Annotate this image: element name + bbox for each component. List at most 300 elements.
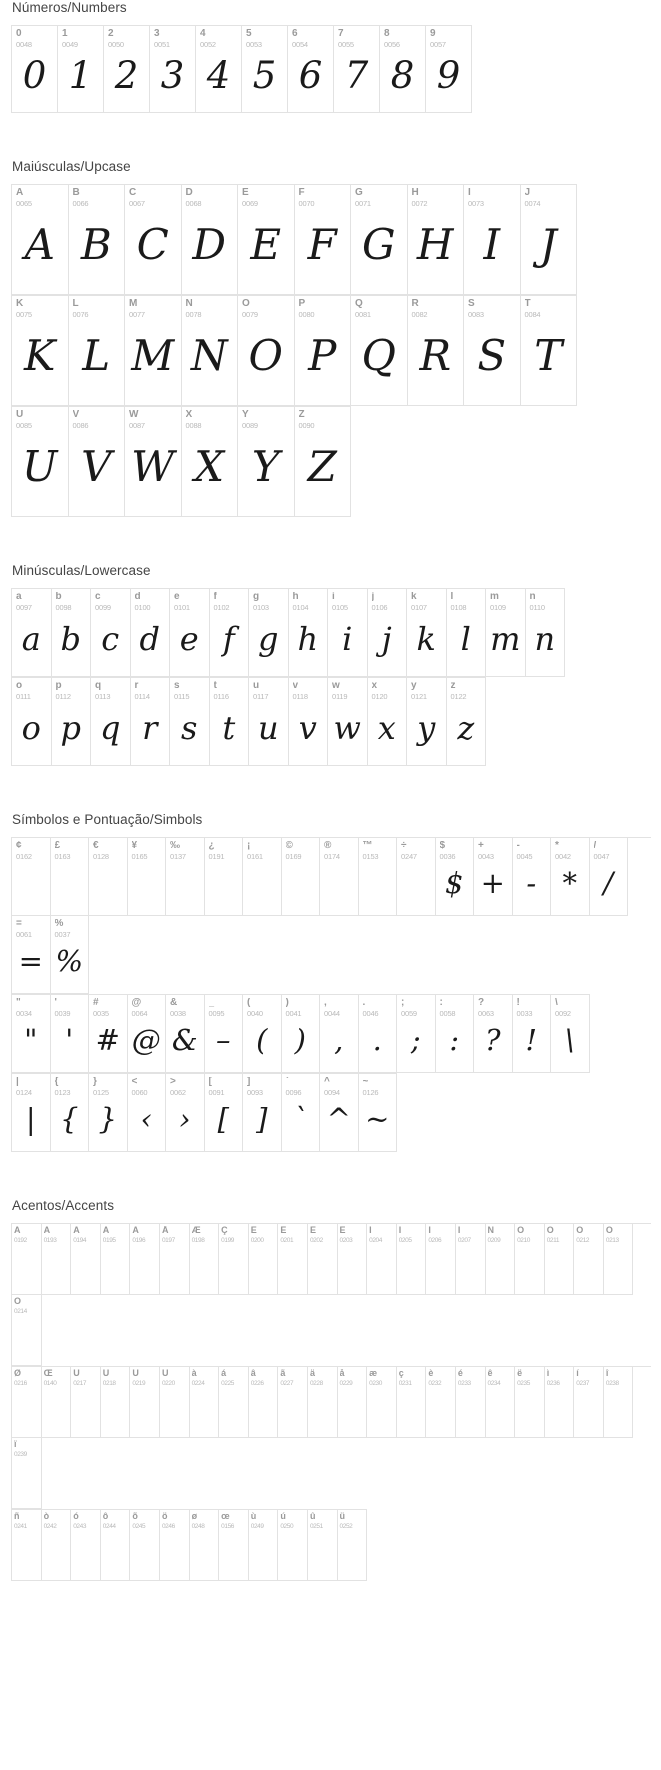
glyph-code-label: 0191: [208, 852, 225, 861]
glyph-cell[interactable]: [12, 1438, 42, 1509]
glyph-meta: [238, 185, 294, 208]
glyph-meta: [521, 296, 577, 319]
glyph-char-label: N: [185, 299, 193, 309]
glyph-code-label: 0061: [16, 930, 32, 939]
glyph-meta: [426, 26, 471, 49]
glyph-code-label: 0078: [185, 310, 202, 319]
glyph-cell[interactable]: [42, 1224, 72, 1295]
glyph-cell[interactable]: [397, 838, 436, 916]
glyph-preview: [515, 1388, 544, 1437]
glyph-cell[interactable]: [545, 1367, 575, 1438]
glyph-meta: [190, 1367, 219, 1388]
glyph-preview: [604, 1245, 633, 1294]
glyph-meta: [408, 185, 464, 208]
glyph-cell[interactable]: [160, 1224, 190, 1295]
glyph-meta: [295, 296, 351, 319]
glyph-cell[interactable]: [69, 185, 126, 295]
glyph-meta: [182, 407, 238, 430]
glyph-preview: \: [564, 1023, 575, 1058]
glyph-cell[interactable]: [12, 185, 69, 295]
glyph-cell[interactable]: [130, 1510, 160, 1581]
glyph-code-label: 0203: [339, 1237, 353, 1244]
glyph-cell[interactable]: [182, 296, 239, 406]
glyph-char-label: G: [355, 188, 363, 198]
glyph-cell[interactable]: [249, 1367, 279, 1438]
glyph-code-label: 0207: [457, 1237, 471, 1244]
glyph-char-label: .: [362, 998, 366, 1008]
glyph-cell[interactable]: [69, 296, 126, 406]
glyph-char-label: à: [191, 1369, 197, 1378]
glyph-preview: =: [18, 944, 43, 979]
glyph-cell[interactable]: [89, 1074, 128, 1152]
glyph-cell[interactable]: [545, 1224, 575, 1295]
glyph-preview: [249, 1388, 278, 1437]
glyph-cell[interactable]: [166, 995, 205, 1073]
glyph-char-label: M: [129, 299, 138, 309]
glyph-cell[interactable]: [380, 26, 426, 113]
glyph-char-label: ¥: [131, 841, 138, 851]
glyph-row: [11, 295, 577, 406]
glyph-cell[interactable]: [289, 589, 329, 677]
glyph-cell[interactable]: [170, 678, 210, 766]
glyph-meta: [89, 838, 127, 861]
glyph-preview: 9: [436, 53, 461, 97]
glyph-meta: [295, 185, 351, 208]
glyph-char-label: e: [174, 592, 180, 602]
glyph-cell[interactable]: [367, 1367, 397, 1438]
glyph-cell[interactable]: [408, 185, 465, 295]
glyph-cell[interactable]: [338, 1224, 368, 1295]
glyph-char-label: T: [524, 299, 531, 309]
glyph-cell[interactable]: [58, 26, 104, 113]
glyph-char-label: ^: [324, 1077, 330, 1087]
glyph-cell[interactable]: [12, 296, 69, 406]
glyph-cell[interactable]: [408, 296, 465, 406]
glyph-cell[interactable]: [243, 838, 282, 916]
glyph-cell[interactable]: [190, 1510, 220, 1581]
glyph-meta: [249, 1510, 278, 1531]
glyph-cell[interactable]: [282, 838, 321, 916]
glyph-preview: O: [248, 330, 283, 380]
glyph-cell[interactable]: [219, 1367, 249, 1438]
glyph-preview: 2: [114, 53, 139, 97]
glyph-cell[interactable]: [51, 995, 90, 1073]
glyph-preview: i: [342, 619, 353, 658]
glyph-preview: +: [480, 866, 505, 901]
glyph-cell[interactable]: [130, 1224, 160, 1295]
glyph-cell[interactable]: [320, 838, 359, 916]
glyph-cell[interactable]: [551, 838, 590, 916]
glyph-cell[interactable]: [160, 1510, 190, 1581]
glyph-cell[interactable]: [210, 589, 250, 677]
glyph-cell[interactable]: [574, 1367, 604, 1438]
glyph-cell[interactable]: [436, 838, 475, 916]
glyph-meta: [69, 407, 125, 430]
glyph-cell[interactable]: [125, 296, 182, 406]
glyph-preview: [486, 1388, 515, 1437]
glyph-code-label: 0192: [14, 1237, 27, 1244]
glyph-cell[interactable]: [12, 407, 69, 517]
glyph-meta: [12, 995, 50, 1018]
glyph-cell[interactable]: [196, 26, 242, 113]
glyph-cell[interactable]: [436, 995, 475, 1073]
glyph-cell[interactable]: [513, 838, 552, 916]
glyph-cell[interactable]: [91, 678, 131, 766]
glyph-preview: g: [258, 619, 279, 658]
glyph-cell[interactable]: [288, 26, 334, 113]
glyph-preview: G: [361, 219, 396, 269]
glyph-cell[interactable]: [190, 1367, 220, 1438]
glyph-meta: [91, 678, 130, 701]
glyph-code-label: 0163: [54, 852, 71, 861]
glyph-cell[interactable]: [521, 296, 578, 406]
glyph-cell[interactable]: [219, 1224, 249, 1295]
glyph-preview: :: [449, 1023, 460, 1058]
glyph-cell[interactable]: [91, 589, 131, 677]
glyph-char-label: {: [54, 1077, 59, 1087]
glyph-cell[interactable]: [359, 995, 398, 1073]
glyph-char-label: ™: [362, 841, 373, 851]
glyph-cell[interactable]: [238, 407, 295, 517]
glyph-cell[interactable]: [426, 26, 472, 113]
glyph-preview: [456, 1388, 485, 1437]
glyph-char-label: ã: [280, 1369, 286, 1378]
glyph-preview: [397, 861, 435, 915]
glyph-cell[interactable]: [160, 1367, 190, 1438]
glyph-cell[interactable]: [242, 26, 288, 113]
glyph-cell[interactable]: [521, 185, 578, 295]
glyph-code-label: 0217: [73, 1380, 87, 1387]
glyph-char-label: Ú: [102, 1369, 110, 1378]
glyph-char-label: F: [298, 188, 305, 198]
glyph-cell[interactable]: [12, 589, 52, 677]
glyph-cell[interactable]: [515, 1367, 545, 1438]
glyph-cell[interactable]: [101, 1224, 131, 1295]
glyph-cell[interactable]: [131, 678, 171, 766]
glyph-cell[interactable]: [397, 1367, 427, 1438]
glyph-preview: [71, 1388, 100, 1437]
glyph-preview: [243, 861, 281, 915]
glyph-code-label: 0063: [478, 1009, 494, 1018]
glyph-cell[interactable]: [52, 589, 92, 677]
glyph-cell[interactable]: [51, 838, 90, 916]
glyph-cell[interactable]: [12, 1367, 42, 1438]
glyph-cell[interactable]: [282, 995, 321, 1073]
glyph-code-label: 0214: [14, 1308, 27, 1315]
glyph-char-label: /: [593, 841, 597, 851]
glyph-cell[interactable]: [170, 589, 210, 677]
glyph-preview: ^: [326, 1102, 351, 1137]
glyph-cell[interactable]: [243, 995, 282, 1073]
glyph-code-label: 0086: [72, 421, 89, 430]
glyph-char-label: %: [54, 919, 64, 929]
glyph-cell[interactable]: [513, 995, 552, 1073]
glyph-meta: [486, 1367, 515, 1388]
glyph-meta: [12, 1074, 50, 1097]
glyph-cell[interactable]: [486, 1367, 516, 1438]
glyph-cell[interactable]: [320, 995, 359, 1073]
glyph-cell[interactable]: [125, 185, 182, 295]
glyph-cell[interactable]: [12, 1510, 42, 1581]
glyph-meta: [456, 1367, 485, 1388]
glyph-cell[interactable]: [238, 296, 295, 406]
glyph-char-label: q: [95, 681, 102, 691]
glyph-cell[interactable]: [12, 916, 51, 994]
glyph-cell[interactable]: [150, 26, 196, 113]
glyph-cell[interactable]: [526, 589, 566, 677]
glyph-char-label: A: [16, 188, 24, 198]
glyph-code-label: 0110: [529, 603, 545, 612]
glyph-cell[interactable]: [295, 296, 352, 406]
glyph-cell[interactable]: [289, 678, 329, 766]
glyph-preview: &: [171, 1023, 198, 1058]
glyph-cell[interactable]: [308, 1224, 338, 1295]
glyph-cell[interactable]: [447, 678, 487, 766]
glyph-char-label: Ñ: [487, 1226, 494, 1235]
glyph-cell[interactable]: [51, 1074, 90, 1152]
glyph-code-label: 0228: [309, 1380, 323, 1387]
glyph-code-label: 0085: [16, 421, 32, 430]
glyph-cell[interactable]: [359, 838, 398, 916]
glyph-code-label: 0216: [14, 1380, 27, 1387]
glyph-code-label: 0232: [428, 1380, 442, 1387]
glyph-meta: [545, 1224, 574, 1245]
glyph-cell[interactable]: [368, 589, 408, 677]
glyph-cell[interactable]: [397, 995, 436, 1073]
glyph-cell[interactable]: [12, 678, 52, 766]
glyph-preview: [397, 1388, 426, 1437]
glyph-meta: [249, 1224, 278, 1245]
glyph-cell[interactable]: [320, 1074, 359, 1152]
glyph-preview: [545, 1245, 574, 1294]
glyph-char-label: 8: [384, 29, 390, 39]
glyph-code-label: 0220: [161, 1380, 175, 1387]
glyph-cell[interactable]: [42, 1510, 72, 1581]
glyph-preview: [160, 1245, 189, 1294]
glyph-cell[interactable]: [426, 1367, 456, 1438]
glyph-meta: [513, 995, 551, 1018]
glyph-code-label: 0119: [332, 692, 348, 701]
glyph-cell[interactable]: [182, 407, 239, 517]
glyph-cell[interactable]: [368, 678, 408, 766]
glyph-cell[interactable]: [243, 1074, 282, 1152]
glyph-preview: [320, 861, 358, 915]
glyph-meta: [51, 1074, 89, 1097]
glyph-cell[interactable]: [278, 1510, 308, 1581]
glyph-meta: [368, 678, 407, 701]
glyph-cell[interactable]: [551, 995, 590, 1073]
glyph-cell[interactable]: [474, 838, 513, 916]
glyph-code-label: 0080: [298, 310, 315, 319]
glyph-cell[interactable]: [89, 995, 128, 1073]
glyph-cell[interactable]: [464, 296, 521, 406]
glyph-code-label: 0082: [411, 310, 428, 319]
glyph-cell[interactable]: [456, 1367, 486, 1438]
glyph-row: [11, 184, 577, 295]
glyph-preview: D: [192, 219, 227, 269]
glyph-cell[interactable]: [128, 838, 167, 916]
glyph-cell[interactable]: [474, 995, 513, 1073]
glyph-cell[interactable]: [426, 1224, 456, 1295]
glyph-cell[interactable]: [12, 995, 51, 1073]
glyph-cell[interactable]: [328, 589, 368, 677]
glyph-cell[interactable]: [128, 995, 167, 1073]
glyph-cell[interactable]: [128, 1074, 167, 1152]
glyph-cell[interactable]: [351, 296, 408, 406]
glyph-preview: [51, 861, 89, 915]
glyph-cell[interactable]: [205, 1074, 244, 1152]
glyph-cell[interactable]: [71, 1510, 101, 1581]
glyph-cell[interactable]: [238, 185, 295, 295]
glyph-code-label: 0226: [250, 1380, 264, 1387]
glyph-char-label: P: [298, 299, 306, 309]
glyph-char-label: s: [174, 681, 180, 691]
glyph-cell[interactable]: [101, 1510, 131, 1581]
glyph-code-label: 0156: [221, 1523, 235, 1530]
glyph-cell[interactable]: [71, 1224, 101, 1295]
glyph-cell[interactable]: [486, 1224, 516, 1295]
glyph-cell[interactable]: [308, 1510, 338, 1581]
glyph-cell[interactable]: [351, 185, 408, 295]
glyph-code-label: 0241: [14, 1523, 27, 1530]
glyph-preview: R: [419, 330, 452, 380]
glyph-code-label: 0211: [546, 1237, 560, 1244]
glyph-code-label: 0049: [62, 40, 78, 49]
glyph-cell[interactable]: [308, 1367, 338, 1438]
glyph-row: [11, 1223, 651, 1366]
glyph-meta: [166, 838, 204, 861]
glyph-cell[interactable]: [101, 1367, 131, 1438]
glyph-cell[interactable]: [278, 1224, 308, 1295]
glyph-cell[interactable]: [190, 1224, 220, 1295]
glyph-cell[interactable]: [42, 1367, 72, 1438]
glyph-cell[interactable]: [249, 678, 289, 766]
glyph-cell[interactable]: [574, 1224, 604, 1295]
glyph-cell[interactable]: [515, 1224, 545, 1295]
glyph-char-label: Ì: [369, 1226, 372, 1235]
glyph-preview: (: [256, 1023, 268, 1058]
glyph-preview: [101, 1388, 130, 1437]
glyph-char-label: Ê: [309, 1226, 316, 1235]
glyph-cell[interactable]: [359, 1074, 398, 1152]
glyph-cell[interactable]: [12, 1295, 42, 1366]
glyph-cell[interactable]: [210, 678, 250, 766]
glyph-cell[interactable]: [328, 678, 368, 766]
glyph-meta: [205, 995, 243, 1018]
glyph-cell[interactable]: [219, 1510, 249, 1581]
glyph-cell[interactable]: [295, 407, 352, 517]
glyph-char-label: _: [208, 998, 215, 1008]
glyph-cell[interactable]: [71, 1367, 101, 1438]
glyph-cell[interactable]: [104, 26, 150, 113]
glyph-cell[interactable]: [295, 185, 352, 295]
glyph-cell[interactable]: [12, 1074, 51, 1152]
glyph-meta: [128, 995, 166, 1018]
glyph-cell[interactable]: [89, 838, 128, 916]
glyph-cell[interactable]: [278, 1367, 308, 1438]
glyph-cell[interactable]: [604, 1367, 634, 1438]
glyph-cell[interactable]: [338, 1367, 368, 1438]
section-numbers: [0, 0, 661, 113]
glyph-char-label: Ø: [14, 1369, 22, 1378]
glyph-char-label: ?: [478, 998, 485, 1008]
glyph-cell[interactable]: [182, 185, 239, 295]
glyph-cell[interactable]: [166, 1074, 205, 1152]
glyph-char-label: ò: [43, 1512, 50, 1521]
glyph-code-label: 0210: [517, 1237, 530, 1244]
glyph-meta: [243, 838, 281, 861]
section-symbols: [0, 792, 661, 1152]
glyph-code-label: 0218: [102, 1380, 116, 1387]
glyph-code-label: 0233: [457, 1380, 471, 1387]
glyph-cell[interactable]: [407, 589, 447, 677]
glyph-preview: [89, 861, 127, 915]
glyph-preview: [42, 1388, 71, 1437]
glyph-cell[interactable]: [166, 838, 205, 916]
glyph-meta: [242, 26, 287, 49]
glyph-cell[interactable]: [52, 678, 92, 766]
glyph-char-label: Ü: [161, 1369, 169, 1378]
glyph-code-label: 0120: [371, 692, 388, 701]
glyph-cell[interactable]: [407, 678, 447, 766]
glyph-code-label: 0069: [242, 199, 258, 208]
glyph-cell[interactable]: [249, 1510, 279, 1581]
glyph-cell[interactable]: [367, 1224, 397, 1295]
glyph-char-label: ": [16, 998, 21, 1008]
glyph-cell[interactable]: [338, 1510, 368, 1581]
glyph-cell[interactable]: [205, 838, 244, 916]
glyph-cell[interactable]: [12, 26, 58, 113]
glyph-meta: [125, 296, 181, 319]
glyph-char-label: 2: [108, 29, 114, 39]
glyph-preview: Z: [307, 441, 337, 491]
glyph-cell[interactable]: [12, 1224, 42, 1295]
glyph-cell[interactable]: [69, 407, 126, 517]
glyph-cell[interactable]: [131, 589, 171, 677]
glyph-cell[interactable]: [205, 995, 244, 1073]
glyph-preview: [308, 1388, 337, 1437]
glyph-meta: [545, 1367, 574, 1388]
glyph-cell[interactable]: [456, 1224, 486, 1295]
glyph-cell[interactable]: [397, 1224, 427, 1295]
glyph-char-label: Ö: [14, 1297, 22, 1306]
glyph-cell[interactable]: [282, 1074, 321, 1152]
glyph-cell[interactable]: [447, 589, 487, 677]
glyph-char-label: W: [129, 410, 139, 420]
glyph-cell[interactable]: [51, 916, 90, 994]
glyph-meta: [42, 1510, 71, 1531]
glyph-code-label: 0115: [174, 692, 190, 701]
glyph-cell[interactable]: [334, 26, 380, 113]
glyph-cell[interactable]: [125, 407, 182, 517]
glyph-preview: t: [222, 708, 236, 747]
glyph-preview: [166, 861, 204, 915]
glyph-meta: [604, 1224, 633, 1245]
glyph-cell[interactable]: [486, 589, 526, 677]
glyph-cell[interactable]: [130, 1367, 160, 1438]
glyph-cell[interactable]: [590, 838, 629, 916]
glyph-meta: [368, 589, 407, 612]
glyph-cell[interactable]: [249, 1224, 279, 1295]
glyph-cell[interactable]: [464, 185, 521, 295]
glyph-cell[interactable]: [249, 589, 289, 677]
glyph-cell[interactable]: [12, 838, 51, 916]
glyph-meta: [407, 589, 446, 612]
glyph-cell[interactable]: [604, 1224, 634, 1295]
glyph-meta: [320, 995, 358, 1018]
glyph-preview: X: [194, 441, 225, 491]
glyph-preview: A: [24, 219, 55, 269]
